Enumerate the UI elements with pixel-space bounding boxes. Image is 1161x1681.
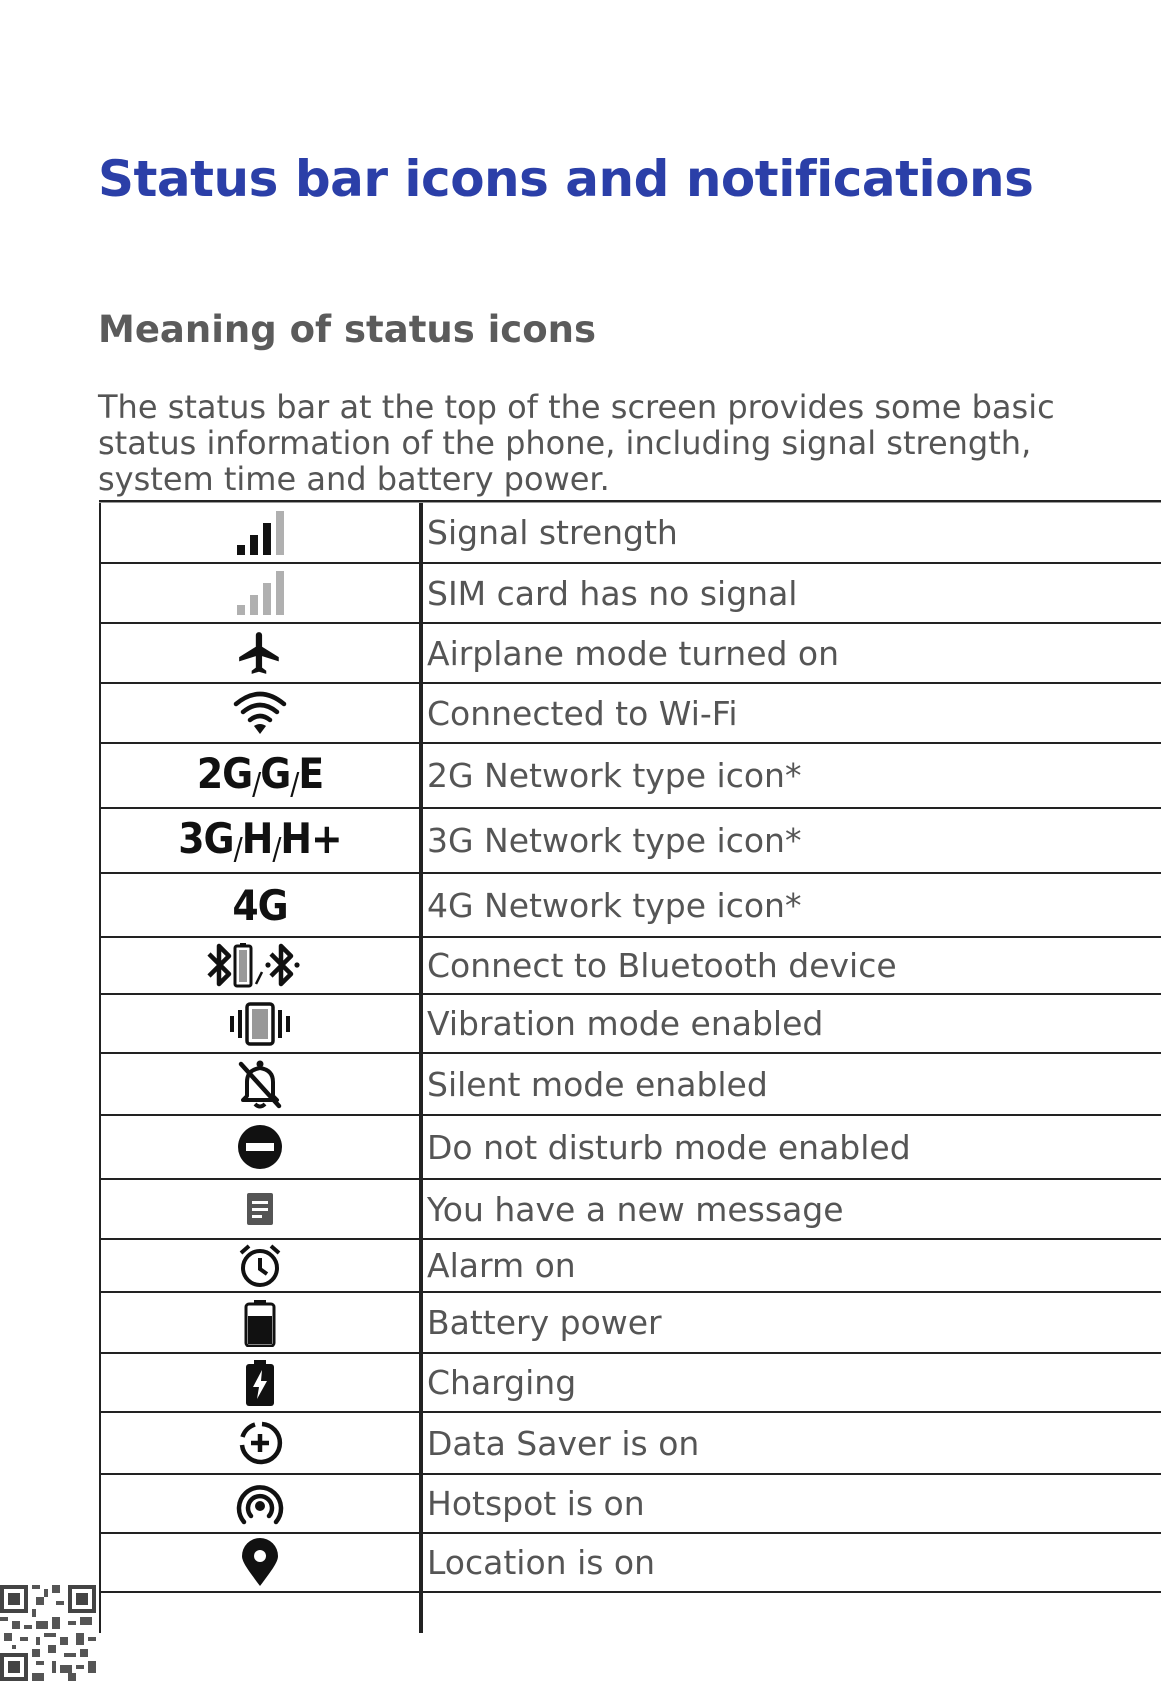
table-row: [99, 624, 1161, 684]
icon-cell: [99, 503, 421, 562]
vibration-icon: [228, 1001, 292, 1047]
table-row: [99, 995, 1161, 1054]
row-label: 2G Network type icon*: [421, 744, 1161, 807]
table-row: [99, 1240, 1161, 1293]
qr-code: [0, 1585, 96, 1681]
page-title: Status bar icons and notifications: [98, 150, 1034, 208]
row-label: Connect to Bluetooth device: [421, 938, 1161, 993]
row-label: You have a new message: [421, 1180, 1161, 1238]
no-signal-icon: [233, 569, 287, 617]
row-label: Data Saver is on: [421, 1413, 1161, 1473]
intro-paragraph: The status bar at the top of the screen provides some basic status information of the phone, including signal strength, system time and battery power.: [98, 388, 1055, 498]
table-row: [99, 1534, 1161, 1593]
wifi-icon: [232, 690, 288, 736]
airplane-icon: [235, 628, 285, 678]
table-row: [99, 564, 1161, 624]
icon-cell: [99, 874, 421, 936]
icon-cell: [99, 564, 421, 622]
row-label: Alarm on: [421, 1240, 1161, 1291]
row-label: Signal strength: [421, 503, 1161, 562]
row-label: Hotspot is on: [421, 1475, 1161, 1532]
row-label: 3G Network type icon*: [421, 809, 1161, 872]
icon-cell: [99, 938, 421, 993]
row-label: Silent mode enabled: [421, 1054, 1161, 1114]
icon-cell: [99, 1293, 421, 1352]
icon-cell: [99, 1054, 421, 1114]
table-row: [99, 684, 1161, 744]
row-label: Charging: [421, 1354, 1161, 1411]
icon-cell: [99, 624, 421, 682]
table-row: [99, 1116, 1161, 1180]
table-row: [99, 1054, 1161, 1116]
row-label: Battery power: [421, 1293, 1161, 1352]
row-label: Vibration mode enabled: [421, 995, 1161, 1052]
4g-network-icon: 4G: [232, 880, 288, 930]
icon-cell: [99, 1180, 421, 1238]
icon-cell: [99, 995, 421, 1052]
icon-cell: [99, 1475, 421, 1532]
row-label: Airplane mode turned on: [421, 624, 1161, 682]
icon-cell: [99, 1354, 421, 1411]
row-label: SIM card has no signal: [421, 564, 1161, 622]
icon-cell: [99, 809, 421, 872]
table-row: [99, 1293, 1161, 1354]
table-row: [99, 938, 1161, 995]
charging-icon: [244, 1359, 276, 1407]
table-row: [99, 1180, 1161, 1240]
signal-strength-icon: [233, 509, 287, 557]
battery-icon: [244, 1299, 276, 1347]
icon-cell: [99, 1240, 421, 1291]
table-row: [99, 809, 1161, 874]
table-row: [99, 1413, 1161, 1475]
row-label: Location is on: [421, 1534, 1161, 1591]
table-row: [99, 1593, 1161, 1633]
row-label: Connected to Wi-Fi: [421, 684, 1161, 742]
icon-cell: [99, 1413, 421, 1473]
data-saver-icon: [236, 1419, 284, 1467]
alarm-icon: [237, 1243, 283, 1289]
do-not-disturb-icon: [236, 1123, 284, 1171]
message-icon: [245, 1192, 275, 1226]
3g-network-icon: $3G_/H_/H+$: [178, 814, 342, 867]
icon-cell: [99, 1534, 421, 1591]
table-row: [99, 744, 1161, 809]
icon-cell: [99, 1593, 421, 1633]
icon-cell: [99, 744, 421, 807]
bluetooth-icon: [205, 942, 315, 990]
section-title: Meaning of status icons: [98, 308, 597, 351]
status-icons-table: [99, 500, 1161, 1633]
location-icon: [240, 1538, 280, 1588]
icon-cell: [99, 684, 421, 742]
table-row: [99, 1475, 1161, 1534]
hotspot-icon: [235, 1480, 285, 1528]
table-row: [99, 502, 1161, 564]
row-label: 4G Network type icon*: [421, 874, 1161, 936]
table-row: [99, 874, 1161, 938]
silent-icon: [235, 1058, 285, 1110]
2g-network-icon: $2G_/G_/E$: [196, 749, 324, 802]
row-label: Do not disturb mode enabled: [421, 1116, 1161, 1178]
row-label: [421, 1593, 1161, 1633]
table-row: [99, 1354, 1161, 1413]
icon-cell: [99, 1116, 421, 1178]
